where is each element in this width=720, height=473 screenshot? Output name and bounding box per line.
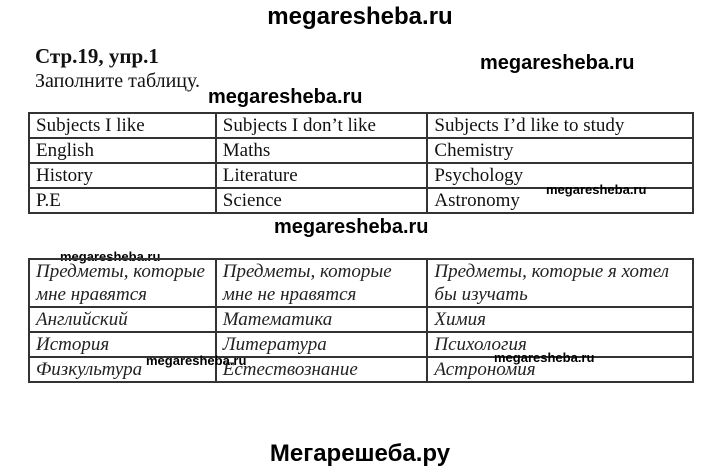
table-cell: Естествознание [216,357,428,382]
table-cell: Математика [216,307,428,332]
watermark-small-right-1: megaresheba.ru [546,182,647,197]
table-cell: Literature [216,163,428,188]
table-row [29,307,693,332]
header-cell: Предметы, которые я хотел бы изучать [427,259,693,307]
watermark-right-heading: megaresheba.ru [480,52,635,74]
table-row [29,138,693,163]
table-cell: Chemistry [427,138,693,163]
table-cell: Maths [216,138,428,163]
table-cell: Физкультура [29,357,216,382]
table-header-row [29,113,693,138]
table-cell: P.E [29,188,216,213]
watermark-bottom: Мегарешеба.ру [269,440,451,467]
watermark-small-right-2: megaresheba.ru [494,350,595,365]
table-cell: History [29,163,216,188]
watermark-small-mid: megaresheba.ru [146,353,247,368]
table-cell: Science [216,188,428,213]
table-cell: Астрономия [427,357,693,382]
header-cell: Subjects I like [29,113,216,138]
table-cell: English [29,138,216,163]
table-cell: Психология [427,332,693,357]
table-cell: История [29,332,216,357]
watermark-top: megaresheba.ru [267,3,453,30]
exercise-heading: Стр.19, упр.1 [35,44,159,68]
watermark-after-instruction: megaresheba.ru [208,86,363,108]
table-english [28,112,694,214]
watermark-between-tables: megaresheba.ru [274,216,429,238]
header-cell: Subjects I’d like to study [427,113,693,138]
table-cell: Английский [29,307,216,332]
header-cell: Subjects I don’t like [216,113,428,138]
table-cell: Psychology [427,163,693,188]
watermark-small-left: megaresheba.ru [60,249,161,264]
table-header-row [29,259,693,307]
table-cell: Химия [427,307,693,332]
header-cell: Предметы, которые мне нравятся [29,259,216,307]
exercise-instruction: Заполните таблицу. [35,70,200,92]
table-cell: Литература [216,332,428,357]
table-cell: Astronomy [427,188,693,213]
header-cell: Предметы, которые мне не нравятся [216,259,428,307]
